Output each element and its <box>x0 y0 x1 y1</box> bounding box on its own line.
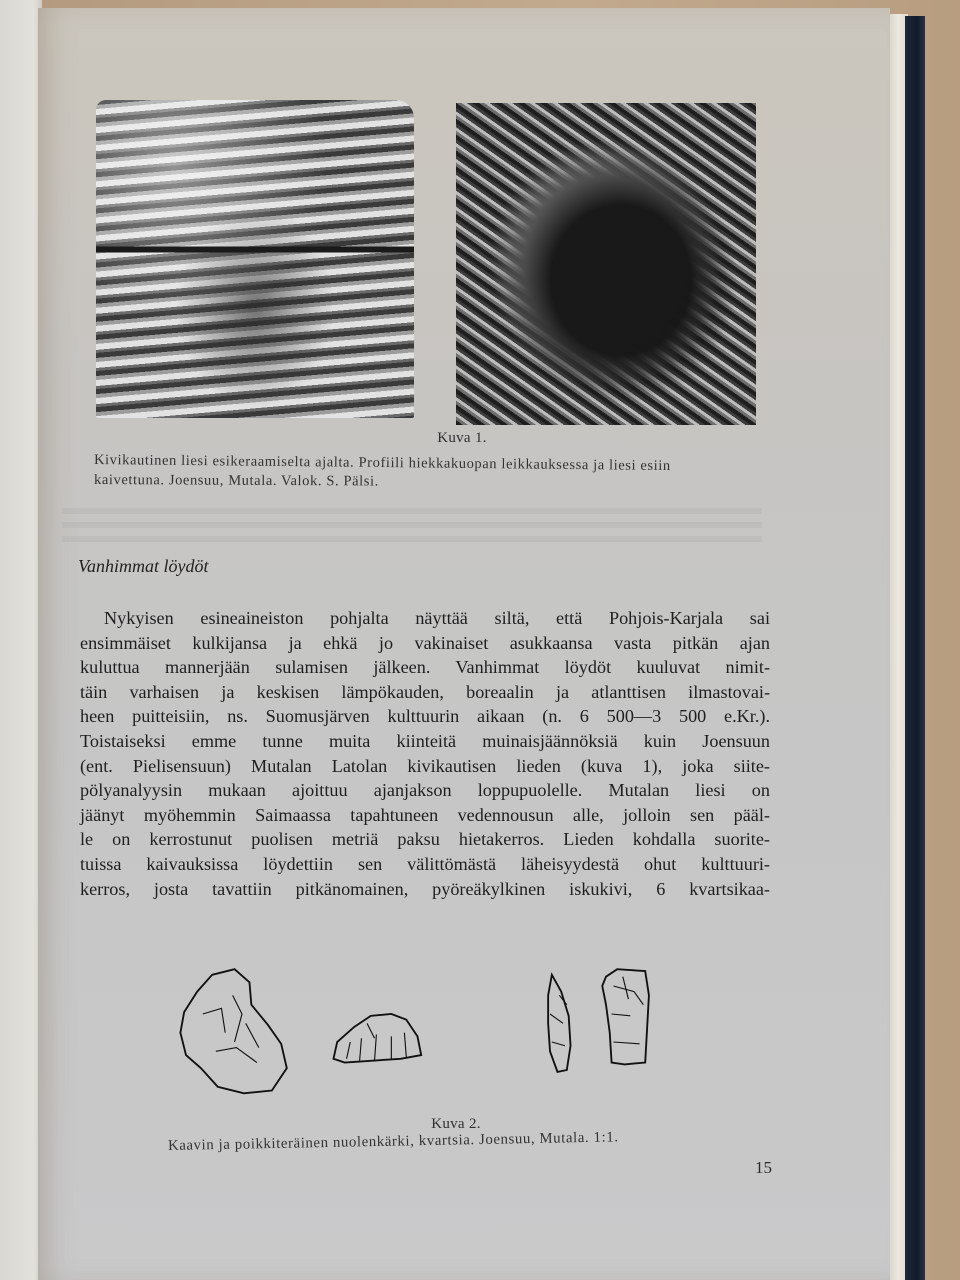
paragraph-line: le on kerrostunut puolisen metriä paksu hietakerros. Lieden kohdalla suorite- <box>80 829 770 850</box>
figure1-label: Kuva 1. <box>437 430 487 446</box>
paragraph-line: Nykyisen esineaineiston pohjalta näyttää siltä, että Pohjois-Karjala sai <box>104 608 770 628</box>
paragraph-line: kuluttua mannerjään sulamisen jälkeen. Vanhimmat löydöt kuuluvat nimit- <box>80 657 770 678</box>
arrowhead-drawing <box>333 1014 421 1063</box>
paragraph-line: jäänyt myöhemmin Saimaassa tapahtuneen vedennousun alle, jolloin sen pääl- <box>80 804 770 825</box>
book-page <box>38 8 890 1280</box>
hearth-profile-photo <box>96 100 414 418</box>
paragraph-line: tuissa kaivauksissa löydettiin sen välittömästä läheisyydestä ohut kulttuuri- <box>80 853 770 874</box>
paragraph-line: (ent. Pielisensuun) Mutalan Latolan kivikautisen lieden (kuva 1), joka siite- <box>80 755 770 776</box>
figure2-caption: Kaavin ja poikkiteräinen nuolenkärki, kvartsia. Joensuu, Mutala. 1:1. <box>167 1129 619 1154</box>
scraper-back-drawing <box>602 969 649 1064</box>
figure1-caption-line-2: kaivettuna. Joensuu, Mutala. Valok. S. Pälsi. <box>93 472 379 490</box>
facing-page-edge <box>0 0 42 1280</box>
paragraph-line: Toistaiseksi emme tunne muita kiinteitä muinaisjäännöksiä kuin Joensuun <box>80 730 770 751</box>
show-through-text <box>62 500 762 546</box>
section-heading: Vanhimmat löydöt <box>78 556 209 576</box>
paragraph-line: heen puitteisiin, ns. Suomusjärven kulttuurin aikaan (n. 6 500—3 500 e.Kr.). <box>80 706 770 727</box>
paragraph-line: kerros, josta tavattiin pitkänomainen, pyöreäkylkinen iskukivi, 6 kvartsikaa- <box>80 878 770 899</box>
paragraph-line: ensimmäiset kulkijansa ja ehkä jo vakinaiset asukkaansa vasta pitkän ajan <box>80 632 770 653</box>
page-number: 15 <box>755 1158 772 1177</box>
figure1-caption-line-1: Kivikautinen liesi esikeraamiselta ajalta. Profiili hiekkakuopan leikkauksessa ja liesi esiin <box>93 452 671 475</box>
book-cover-edge <box>905 16 925 1280</box>
hearth-excavated-photo <box>456 103 756 425</box>
paragraph-line: pölyanalyysin mukaan ajoittuu ajanjakson loppupuolelle. Mutalan liesi on <box>80 780 770 801</box>
figure2-label: Kuva 2. <box>431 1116 481 1132</box>
body-paragraph <box>80 606 770 901</box>
artifact-drawings <box>158 958 718 1098</box>
scraper-front-drawing <box>180 969 286 1093</box>
paragraph-line: täin varhaisen ja keskisen lämpökauden, boreaalin ja atlanttisen ilmastovai- <box>80 681 770 702</box>
scraper-side-drawing <box>548 975 570 1072</box>
